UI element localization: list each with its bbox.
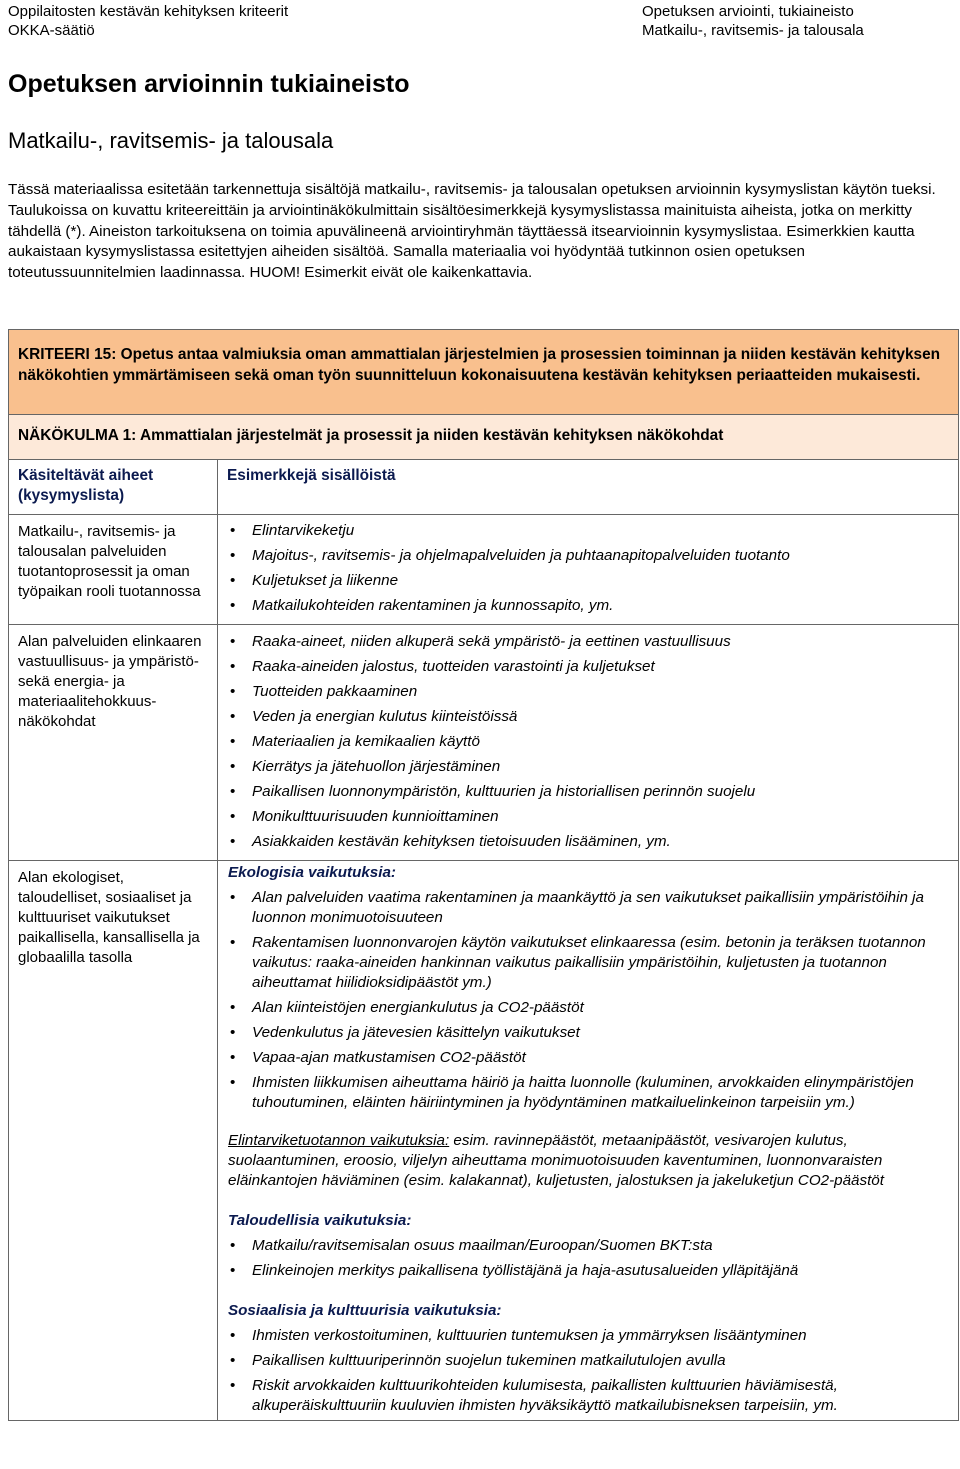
- list-item: • Majoitus-, ravitsemis- ja ohjelmapalveluiden ja puhtaanapitopalveluiden tuotanto: [228, 546, 950, 566]
- intro-paragraph: Tässä materiaalissa esitetään tarkennettuja sisältöjä matkailu-, ravitsemis- ja talousalan opetuksen arvioinnin kysymyslistan käytön tueksi. Taulukoissa on kuvattu kriteereittäin ja arviointinäkökulmittain sisältöesimerkkejä kysymyslistassa mainituista aiheista, jotka on merkitty tähdellä (*). Aineiston tarkoituksena on toimia apuvälineenä arviointiryhmän täyttäessä itsearvioinnin kysymyslistaa. Esimerkkien kautta aukaistaan kysymyslistassa esitettyjen aiheiden sisältöä. Samalla materiaalia voi hyödyntää tutkinnon osien opetuksen toteutussuunnitelmien laadinnassa. HUOM! Esimerkit eivät ole kaikenkattavia.: [8, 181, 936, 282]
- viewpoint-cell: [9, 415, 959, 460]
- economic-list: [228, 1236, 950, 1281]
- list-item: • Raaka-aineiden jalostus, tuotteiden varastointi ja kuljetukset: [228, 657, 950, 677]
- column-header-examples: Esimerkkejä sisällöistä: [218, 460, 959, 515]
- examples-cell: [218, 861, 959, 1421]
- list-item: • Veden ja energian kulutus kiinteistöissä: [228, 707, 950, 727]
- food-production-label: Elintarviketuotannon vaikutuksia:: [228, 1132, 450, 1149]
- header-foundation: OKKA-säätiö: [8, 22, 95, 39]
- criteria-table: [8, 329, 959, 1421]
- list-item: • Alan palveluiden vaatima rakentaminen ja maankäyttö ja sen vaikutukset paikallisiin ympäristöihin ja luonnon monimuotoisuuteen: [228, 888, 950, 928]
- list-item: • Matkailu/ravitsemisalan osuus maailman/Euroopan/Suomen BKT:sta: [228, 1236, 950, 1256]
- header-field: Matkailu-, ravitsemis- ja talousala: [642, 22, 864, 39]
- column-header-topics: Käsiteltävät aiheet (kysymyslista): [9, 460, 218, 515]
- list-item: • Kuljetukset ja liikenne: [228, 571, 950, 591]
- list-item: • Ihmisten liikkumisen aiheuttama häiriö ja haitta luonnolle (kuluminen, arvokkaiden elinympäristöjen tuhoutuminen, eläinten häiriintyminen ja hyödyntäminen matkailuelinkeinon tarpeisiin ym.): [228, 1073, 950, 1113]
- page-header-right: [642, 2, 864, 40]
- list-item: • Paikallisen kulttuuriperinnön suojelun tukeminen matkailutulojen avulla: [228, 1351, 950, 1371]
- list-item: • Ihmisten verkostoituminen, kulttuurien tuntemuksen ja ymmärryksen lisääntyminen: [228, 1326, 950, 1346]
- social-cultural-list: [228, 1326, 950, 1416]
- page-header-left: [8, 2, 288, 40]
- list-item: • Tuotteiden pakkaaminen: [228, 682, 950, 702]
- food-production-text: esim. ravinnepäästöt, metaanipäästöt, vesivarojen kulutus, suolaantuminen, eroosio, viljelyn aiheuttama monimuotoisuuden kaventuminen, luonnonvaraisten eläinkantojen häviäminen (esim. kalakannat), kuljetusten, jalostuksen ja jakeluketjun CO2-päästöt: [228, 1132, 884, 1189]
- list-item: • Vedenkulutus ja jätevesien käsittelyn vaikutukset: [228, 1023, 950, 1043]
- header-document-type: Opetuksen arviointi, tukiaineisto: [642, 3, 854, 20]
- economic-heading: Taloudellisia vaikutuksia:: [228, 1212, 412, 1229]
- topic-cell: Alan ekologiset, taloudelliset, sosiaaliset ja kulttuuriset vaikutukset paikallisella, kansallisella ja globaalilla tasolla: [9, 861, 218, 1421]
- list-item: • Paikallisen luonnonympäristön, kulttuurien ja historiallisen perinnön suojelu: [228, 782, 950, 802]
- list-item: • Riskit arvokkaiden kulttuurikohteiden kulumisesta, paikallisten kulttuurien häviämisestä, alkuperäiskulttuuriin kuuluvien ihmisten hyväksikäyttö matkailubisneksen tarpeisiin, ym.: [228, 1376, 950, 1416]
- ecological-heading: Ekologisia vaikutuksia:: [228, 864, 396, 881]
- topic-cell: Alan palveluiden elinkaaren vastuullisuus- ja ympäristö- sekä energia- ja materiaalitehokkuus-näkökohdat: [9, 625, 218, 861]
- list-item: • Elintarvikeketju: [228, 521, 950, 541]
- example-list: [228, 625, 950, 852]
- list-item: • Elinkeinojen merkitys paikallisena työllistäjänä ja haja-asutusalueiden ylläpitäjänä: [228, 1261, 950, 1281]
- viewpoint-text: NÄKÖKULMA 1: Ammattialan järjestelmät ja prosessit ja niiden kestävän kehityksen näkökohdat: [18, 427, 724, 444]
- criterion-cell: [9, 330, 959, 415]
- food-production-paragraph: [228, 1131, 950, 1191]
- examples-cell: [218, 515, 959, 625]
- list-item: • Asiakkaiden kestävän kehityksen tietoisuuden lisääminen, ym.: [228, 832, 950, 852]
- header-organization-criteria: Oppilaitosten kestävän kehityksen kriteerit: [8, 3, 289, 20]
- list-item: • Raaka-aineet, niiden alkuperä sekä ympäristö- ja eettinen vastuullisuus: [228, 632, 950, 652]
- social-cultural-heading: Sosiaalisia ja kulttuurisia vaikutuksia:: [228, 1302, 502, 1319]
- document-title: Opetuksen arvioinnin tukiaineisto: [8, 70, 410, 98]
- list-item: • Monikulttuurisuuden kunnioittaminen: [228, 807, 950, 827]
- ecological-list: [228, 888, 950, 1113]
- topic-cell: Matkailu-, ravitsemis- ja talousalan palveluiden tuotantoprosessit ja oman työpaikan rooli tuotannossa: [9, 515, 218, 625]
- list-item: • Matkailukohteiden rakentaminen ja kunnossapito, ym.: [228, 596, 950, 616]
- list-item: • Vapaa-ajan matkustamisen CO2-päästöt: [228, 1048, 950, 1068]
- examples-cell: [218, 625, 959, 861]
- list-item: • Alan kiinteistöjen energiankulutus ja CO2-päästöt: [228, 998, 950, 1018]
- list-item: • Kierrätys ja jätehuollon järjestäminen: [228, 757, 950, 777]
- criterion-text: KRITEERI 15: Opetus antaa valmiuksia oman ammattialan järjestelmien ja prosessien toiminnan ja niiden kestävän kehityksen näkökohtien ymmärtämiseen sekä oman työn suunnitteluun kokonaisuutena kestävän kehityksen periaatteiden mukaisesti.: [18, 346, 941, 384]
- document-subtitle: Matkailu-, ravitsemis- ja talousala: [8, 128, 334, 153]
- example-list: [228, 515, 950, 616]
- list-item: • Materiaalien ja kemikaalien käyttö: [228, 732, 950, 752]
- list-item: • Rakentamisen luonnonvarojen käytön vaikutukset elinkaaressa (esim. betonin ja teräksen tuotannon vaikutus: raaka-aineiden hankinnan vaikutus paikallisiin ympäristöihin, kuljetusten ja tuotannon aiheuttamat hiilidioksidipäästöt ym.): [228, 933, 950, 993]
